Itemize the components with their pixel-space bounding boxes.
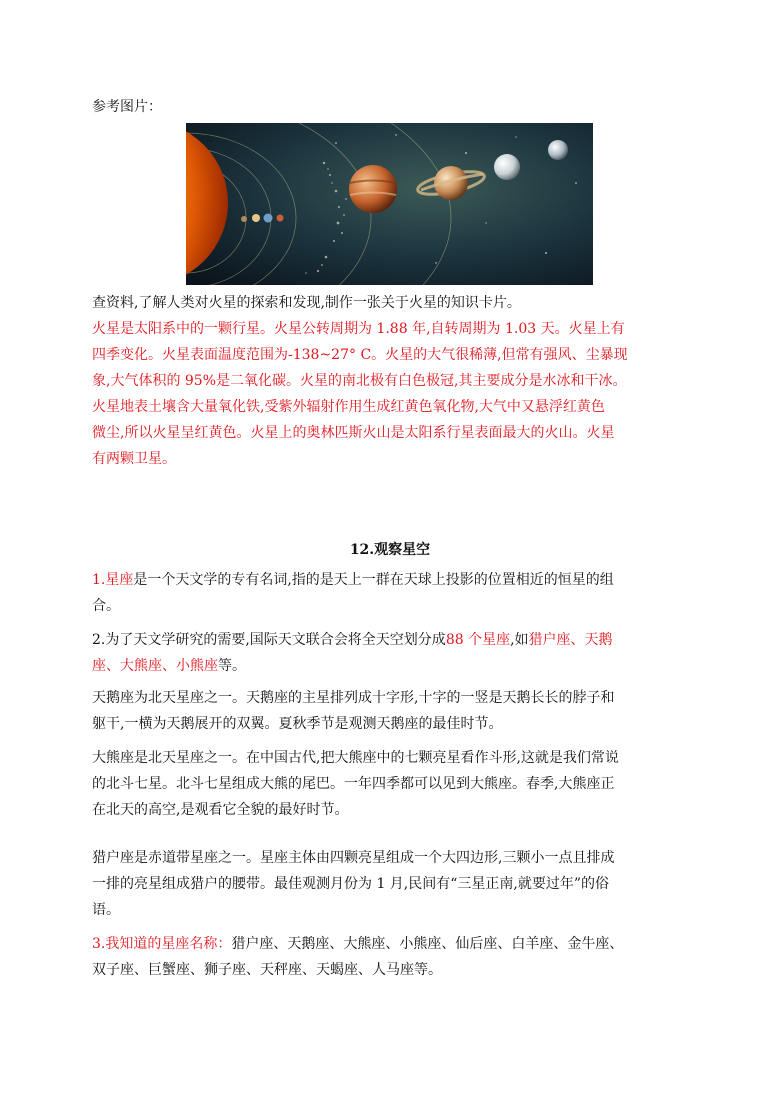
- solar-system-figure: [186, 123, 593, 285]
- orion-line-2: 一排的亮星组成猎户的腰带。最佳观测月份为 1 月,民间有“三星正南,就要过年”的俗: [92, 876, 610, 892]
- constellation-definition-line-1: [92, 567, 692, 593]
- mars-answer-line-6: 有两颗卫星。: [92, 451, 176, 467]
- solar-system-illustration: [186, 123, 593, 285]
- division-text-2: ,如: [510, 632, 529, 648]
- mars-answer-line-2: 四季变化。火星表面温度范围为-138~27° C。火星的大气很稀薄,但常有强风、尘暴现: [92, 347, 628, 363]
- ursa-line-1: 大熊座是北天星座之一。在中国古代,把大熊座中的七颗亮星看作斗形,这就是我们常说: [92, 750, 619, 766]
- constellation-division-line-1: [92, 627, 692, 653]
- mars-answer-line-3: 象,大气体积的 95%是二氧化碳。火星的南北极有白色极冠,其主要成分是水冰和干冰。: [92, 373, 627, 389]
- constellation-definition-text: 是一个天文学的专有名词,指的是天上一群在天球上投影的位置相近的恒星的组: [133, 572, 614, 588]
- constellation-term: 1.星座: [92, 572, 134, 588]
- orion-line-3: 语。: [92, 902, 120, 918]
- section-title: 12.观察星空: [349, 542, 431, 558]
- division-text: 2.为了天文学研究的需要,国际天文联合会将全天空划分成: [92, 632, 446, 648]
- known-constellations-list: 猎户座、天鹅座、大熊座、小熊座、仙后座、白羊座、金牛座、: [231, 936, 624, 952]
- mars-prompt: 查资料,了解人类对火星的探索和发现,制作一张关于火星的知识卡片。: [92, 295, 521, 311]
- constellation-examples-1: 猎户座、天鹅: [528, 632, 613, 648]
- constellation-definition-line-2: 合。: [92, 598, 120, 614]
- constellation-examples-2: 座、大熊座、小熊座: [92, 658, 218, 674]
- ursa-line-3: 在北天的高空,是观看它全貌的最好时节。: [92, 802, 349, 818]
- cygnus-line-2: 躯干,一横为天鹅展开的双翼。夏秋季节是观测天鹅座的最佳时节。: [92, 716, 503, 732]
- constellation-division-line-2: [92, 653, 692, 679]
- constellation-count: 88 个星座: [445, 632, 511, 648]
- mars-answer-line-1: 火星是太阳系中的一颗行星。火星公转周期为 1.88 年,自转周期为 1.03 天。火星上有: [92, 321, 625, 337]
- orion-line-1: 猎户座是赤道带星座之一。星座主体由四颗亮星组成一个大四边形,三颗小一点且排成: [92, 850, 615, 866]
- mars-answer-line-4: 火星地表土壤含大量氧化铁,受紫外辐射作用生成红黄色氧化物,大气中又悬浮红黄色: [92, 399, 605, 415]
- planet-icon: [349, 165, 397, 213]
- known-constellations-label: 3.我知道的星座名称：: [92, 936, 232, 952]
- division-end: 等。: [218, 658, 246, 674]
- cygnus-line-1: 天鹅座为北天星座之一。天鹅座的主星排列成十字形,十字的一竖是天鹅长长的脖子和: [92, 690, 615, 706]
- reference-label: 参考图片：: [92, 99, 162, 115]
- ursa-line-2: 的北斗七星。北斗七星组成大熊的尾巴。一年四季都可以见到大熊座。春季,大熊座正: [92, 776, 615, 792]
- mars-answer-line-5: 微尘,所以火星呈红黄色。火星上的奥林匹斯火山是太阳系行星表面最大的火山。火星: [92, 425, 615, 441]
- known-constellations-line-1: [92, 931, 692, 957]
- known-constellations-line-2: 双子座、巨蟹座、狮子座、天秤座、天蝎座、人马座等。: [92, 962, 442, 978]
